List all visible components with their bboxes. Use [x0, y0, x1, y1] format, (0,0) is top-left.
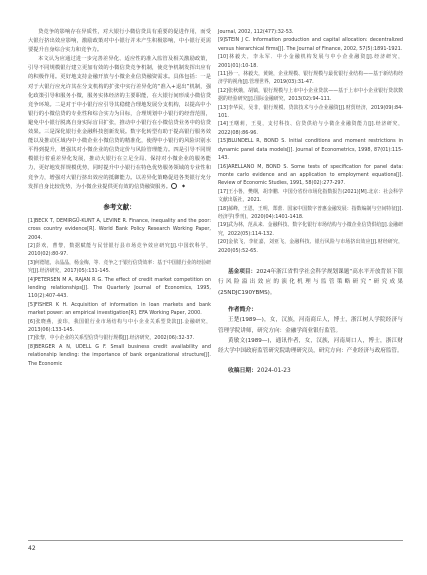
- right-column: [218, 28, 403, 374]
- body-paragraph-2: [28, 55, 211, 191]
- reference-item: [18]郝峰，王恩，王明，郑蕾．国家中国数字普惠金融发展：指数编制与空间特征[J].经济学(季刊)，2020(04):1401-1418.: [218, 205, 403, 220]
- end-of-article-icon: ◆: [171, 183, 177, 189]
- reference-item: [1]BECK T, DEMIRGÜ-KUNT A, LEVINE R. Finance, inequality and the poor: cross country evidence[R]. World Bank Policy Research Working Paper, 2004.: [28, 217, 211, 241]
- reference-item: [4]PETERSEN M A, RAJAN R G. The effect of credit market competition on lending relationships[J]. The Quarterly Journal of Economics, 1995, 110(2):407-443.: [28, 276, 211, 300]
- reference-item: [6]张晓燕，姜玮，我国银行业市场结构与中小企业关系型贷款[J].金融研究，2013(06):133-145.: [28, 318, 211, 333]
- received-label: 收稿日期：: [228, 367, 257, 374]
- reference-item: [14]王曙莉，王曼，支付科技、信贷供给与小微企业融资能力[J].经济研究，2022(08):86-96.: [218, 121, 403, 136]
- reference-continuation: Journal, 2002, 112(477):32-53.: [218, 29, 294, 35]
- reference-item: [15]BLUNDELL R, BOND S. Initial conditions and moment restrictions in dynamic panel data models[J]. Journal of Econometrics, 1998, 87(01):115-143.: [218, 138, 403, 162]
- reference-item: [20]金依飞，李征嘉，刘亚飞，金融科技、银行风险与市场挤出效应[J].财经研究，2020(05):52-65.: [218, 239, 403, 254]
- fund-text: 2024年浙江省哲学社会科学规划课题“高水平开放背景下银行风险溢出效应的演化机理与监管策略研究”研究成果(25NDJC190YBMS)。: [218, 268, 403, 296]
- reference-item: [9]STEIN J C. Information production and capital allocation: decentralized versus hierarchical firms[J]. The Journal of Finance, 2002, 57(5):1891-1921.: [218, 37, 403, 52]
- references-list-left: [28, 217, 211, 368]
- reference-item: [12]张秋娥，胡镇，银行规模与上市中小企业贷款——基于上市中小企业银行贷款数据的经验研究[J].国际金融研究，2013(02):94-111.: [218, 87, 403, 103]
- reference-item: [2]彭欢，曹黎，数据赋能与民营银行县市场竞争效应研究[J].中国软科学，2010(02):80-97.: [28, 242, 211, 258]
- body-paragraph-1: 贷竞争的影响存在异质性，对大银行小微信贷具有重要的促进作用，而受大银行挤出效应影响，激励政策对中小银行并未产生积极影响，中小银行更需要提升自身综合实力和竞争力。: [28, 29, 211, 54]
- body-paragraph-2-text: 本文认为应通过进一步完善差异化、适应性的准入监管及相关激励政策，引导不同规模银行建立更加有效的小微信贷竞争机制，使竞争机制发挥出应有的积极作用。更好地支持金融开放与小微企业信贷融资需求。具体包括：一是对于大银行应允许其在分支机构的扩张中实行差异化的“准入+退出”机制，强化政策引导和服务小微，服务实体经济的主要职能，在大银行间形成小微信贷竞争环境。二是对于中小银行应引导其稳健合理地发展分支机构，以提高中小银行的小微信贷的专业性和综合实力为目标，合理规划中小银行的经营范围，避免中小银行脱离自身实际盲目扩张，推动中小银行在小微信贷业务中的信贷效果。三是深化银行业金融科技创新发展。数字化转型有助于提高银行服务效能以及推动区域内中小微企业小微信贷的精准化，使得中小银行的风险识别水平得到提升，增强其对小微企业的信贷定价与风险管理能力。四是引导不同规模银行着重差异化发展，推动大银行在立足全局、保持对小微企业的服务能力，更好地发挥规模优势，同时提升中小银行在特色优势服务领域的专业性和竞争力，增强对大银行挤出效应的抵御能力。以差异化策略促进各类银行充分发挥自身比较优势，为小微企业提供更有效的信贷融资服务。: [28, 56, 211, 190]
- reference-item: [8]BERGER A N, UDELL G F. Small business credit availability and relationship lending: the importance of bank organizational structure[J]. The Economic: [28, 343, 211, 367]
- reference-item: [3]何德旭，余晶晶，杨金梅，等．竞争之于银行信贷效率：基于中国银行业的经验研究[J].经济研究，2017(05):131-145.: [28, 259, 211, 275]
- reference-item: [10]林毅夫，李永军．中小金融机构发展与中小企业融资[J].经济研究，2001(01):10-18.: [218, 54, 403, 69]
- reference-item: [11]孙一，林毅夫，黄婉，企业规模、银行规模与最优银行业结构——基于新结构经济学的视角[J].管理世界，2019(03):31-47.: [218, 71, 403, 86]
- received-value: 2024-01-23: [257, 367, 291, 374]
- author-bios: [218, 315, 403, 357]
- footer-divider: [28, 540, 403, 541]
- reference-item: [13]李华民，吴非，银行规模、贷款技术与小企业融资[J].财贸经济，2019(09):84-101.: [218, 104, 403, 120]
- received-date: [218, 365, 403, 374]
- left-column: [28, 28, 211, 368]
- page-number: 42: [28, 545, 36, 552]
- references-heading: 参考文献：: [103, 202, 136, 211]
- reference-item: [16]ARELLANO M, BOND S. Some tests of specification for panel data: monte carlo evidence and an application to employment equations[J]. Review of Economic Studies, 1991, 58(02):277-297.: [218, 163, 403, 187]
- author-bio: 黄敏文(1989—)，通讯作者，女，汉族，河南周口人，博士，浙江财经大学中国政府监管研究院助理研究员，研究方向：产业经济与政府监管。: [218, 338, 403, 355]
- reference-item: [19]武为林，范从来．金融科技、数字化银行市场结构与小微企业信贷供给[J].金融研究，2022(05):114-132.: [218, 222, 403, 237]
- fund-label: 基金项目：: [228, 268, 257, 275]
- author-bio: 王楚(1989—)，女，汉族，河南商丘人，博士，浙江树人学院经济与管理学院讲师，研究方向：金融学商业银行监管。: [218, 317, 403, 334]
- fund-note: [218, 267, 403, 298]
- reference-item: [17]王小鲁，樊纲，胡李鹏．中国分省份市场化指数报告(2021)[M].北京：社会科学文献出版社，2021.: [218, 188, 403, 204]
- reference-item: [7]张黎，中小企业的关系型信贷与银行规模[J].经济研究，2002(06):32-37.: [28, 335, 195, 342]
- body-text: [28, 28, 211, 192]
- author-heading: 作者简介：: [228, 307, 257, 314]
- reference-item: [5]FISHER K H. Acquisition of information in loan markets and bank market power: an empirical investigation[R]. EFA Working Paper, 2000.: [28, 301, 211, 317]
- references-list-right: [218, 36, 403, 255]
